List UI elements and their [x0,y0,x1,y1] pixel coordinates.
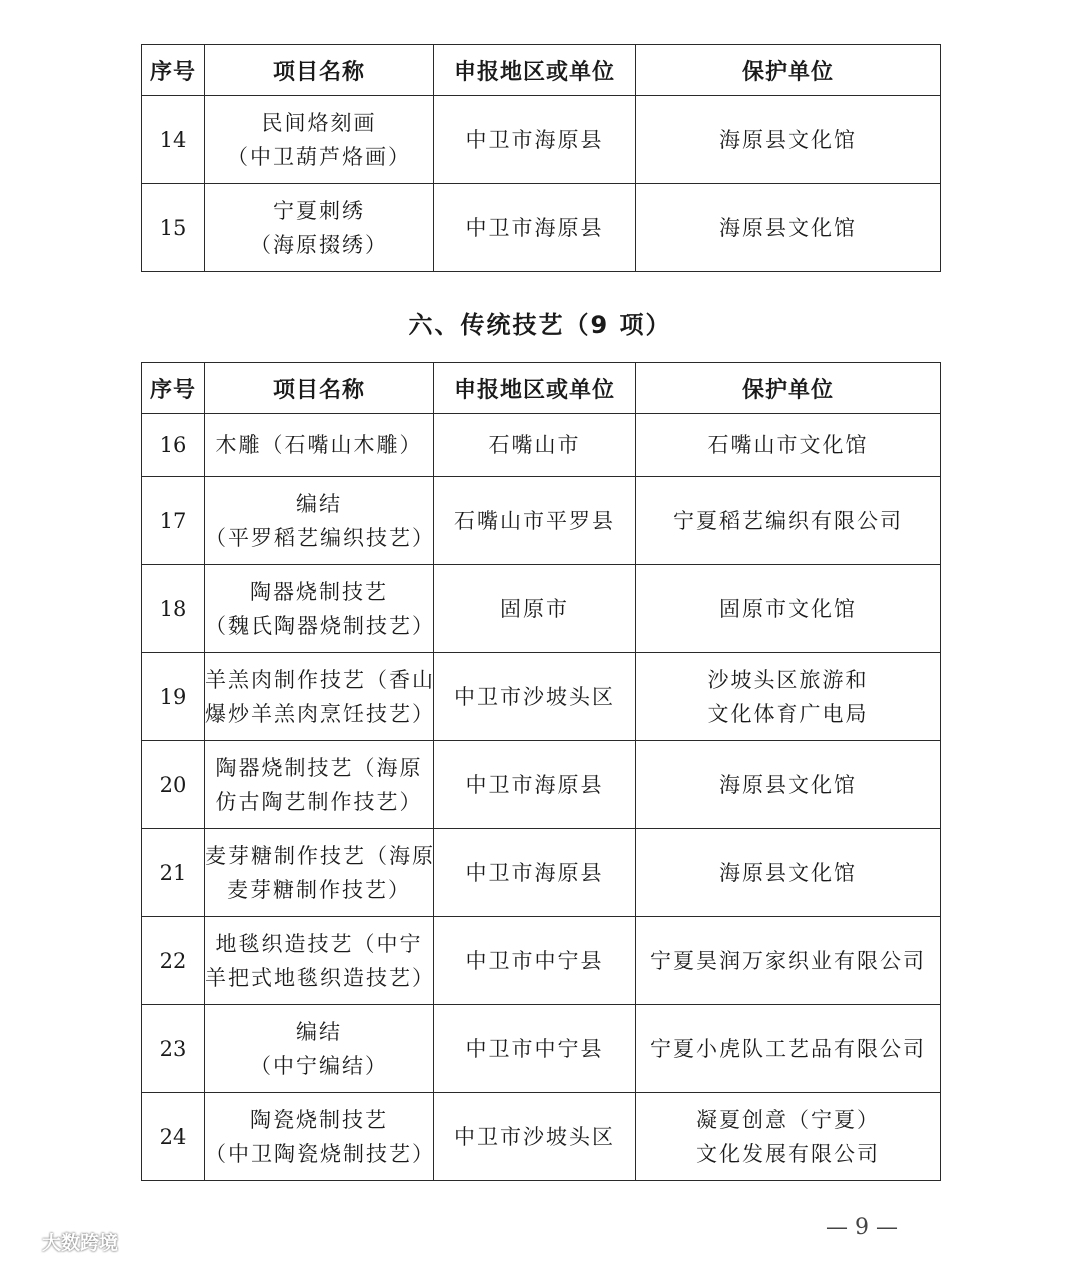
serial-cell: 20 [142,741,205,829]
watermark [10,1228,118,1255]
project-name-line: （中卫葫芦烙画） [227,144,411,169]
table-row [142,653,941,741]
region-line: 中卫市海原县 [465,772,604,797]
protection-unit-line: 海原县文化馆 [719,127,857,152]
table-row [142,414,941,477]
project-name-line: （魏氏陶器烧制技艺） [205,613,435,638]
project-name-line: 编结 [296,491,342,516]
project-name-line: 地毯织造技艺（中宁 [215,931,423,956]
region-cell [434,477,636,565]
serial-cell: 24 [142,1093,205,1181]
protection-unit-cell [636,829,941,917]
serial-cell: 22 [142,917,205,1005]
project-name-cell [205,477,434,565]
protection-unit-line: 海原县文化馆 [719,860,857,885]
region-cell [434,414,636,477]
protection-unit-cell [636,477,941,565]
region-cell [434,829,636,917]
serial-cell: 14 [142,96,205,184]
project-name-line: 陶瓷烧制技艺 [250,1107,388,1132]
region-line: 中卫市中宁县 [465,1036,604,1061]
heritage-table-2 [141,362,941,1181]
header-region: 申报地区或单位 [434,45,636,96]
region-cell [434,96,636,184]
region-cell [434,1005,636,1093]
watermark-text: 大数跨境 [42,1232,119,1254]
region-line: 石嘴山市 [488,433,581,457]
protection-unit-line: 海原县文化馆 [719,215,857,240]
region-cell [434,741,636,829]
project-name-line: 木雕（石嘴山木雕） [215,433,423,457]
table-row [142,741,941,829]
table-row [142,917,941,1005]
project-name-cell [205,829,434,917]
protection-unit-line: 海原县文化馆 [719,772,857,797]
region-line: 固原市 [500,596,569,621]
project-name-line: 编结 [296,1019,342,1044]
region-cell [434,184,636,272]
region-line: 中卫市海原县 [465,127,604,152]
project-name-cell [205,184,434,272]
page-number: — 9 — [826,1215,898,1240]
region-line: 中卫市海原县 [465,215,604,240]
serial-cell: 18 [142,565,205,653]
project-name-cell [205,96,434,184]
protection-unit-cell [636,184,941,272]
region-cell [434,1093,636,1181]
region-cell [434,917,636,1005]
protection-unit-line: 宁夏稻艺编织有限公司 [673,508,903,533]
protection-unit-cell [636,1093,941,1181]
header-serial: 序号 [142,45,205,96]
project-name-cell [205,1005,434,1093]
project-name-cell [205,565,434,653]
project-name-line: （中宁编结） [250,1053,388,1078]
protection-unit-line: 宁夏小虎队工艺品有限公司 [650,1036,926,1061]
protection-unit-cell [636,96,941,184]
project-name-line: （中卫陶瓷烧制技艺） [205,1141,435,1166]
table-header-row [142,363,941,414]
section-title: 六、传统技艺（9 项） [408,311,672,339]
serial-cell: 17 [142,477,205,565]
project-name-line: 羊羔肉制作技艺（香山 [205,667,435,692]
serial-cell: 21 [142,829,205,917]
protection-unit-line: 宁夏昊润万家织业有限公司 [650,948,926,973]
protection-unit-line: 固原市文化馆 [719,596,857,621]
project-name-line: （海原掇绣） [250,232,388,257]
project-name-cell [205,741,434,829]
region-line: 中卫市海原县 [465,860,604,885]
table-row [142,184,941,272]
project-name-line: 宁夏刺绣 [273,198,365,223]
project-name-cell [205,653,434,741]
header-serial: 序号 [142,363,205,414]
project-name-cell [205,414,434,477]
table-header-row [142,45,941,96]
project-name-line: 麦芽糖制作技艺） [227,877,411,902]
weibo-logo-icon [10,1231,38,1253]
table-row [142,1093,941,1181]
project-name-line: 仿古陶艺制作技艺） [215,789,423,814]
region-line: 中卫市中宁县 [465,948,604,973]
protection-unit-line: 凝夏创意（宁夏） [696,1107,880,1132]
serial-cell: 15 [142,184,205,272]
project-name-line: 陶器烧制技艺（海原 [215,755,423,780]
protection-unit-cell [636,1005,941,1093]
protection-unit-line: 文化发展有限公司 [696,1141,880,1166]
region-line: 中卫市沙坡头区 [454,684,615,709]
serial-cell: 23 [142,1005,205,1093]
header-project-name: 项目名称 [205,45,434,96]
table-row [142,477,941,565]
region-line: 中卫市沙坡头区 [454,1124,615,1149]
region-line: 石嘴山市平罗县 [454,508,615,533]
protection-unit-line: 沙坡头区旅游和 [707,667,869,692]
region-cell [434,653,636,741]
header-protection-unit: 保护单位 [636,363,941,414]
project-name-line: （平罗稻艺编织技艺） [205,525,435,550]
protection-unit-cell [636,565,941,653]
header-region: 申报地区或单位 [434,363,636,414]
project-name-line: 羊把式地毯织造技艺） [205,965,435,990]
table-row [142,96,941,184]
table-row [142,829,941,917]
project-name-line: 民间烙刻画 [261,110,377,135]
protection-unit-cell [636,653,941,741]
table-body [142,96,941,272]
protection-unit-cell [636,917,941,1005]
protection-unit-cell [636,741,941,829]
region-cell [434,565,636,653]
table-body [142,414,941,1181]
serial-cell: 19 [142,653,205,741]
project-name-cell [205,1093,434,1181]
project-name-line: 麦芽糖制作技艺（海原 [205,843,435,868]
header-protection-unit: 保护单位 [636,45,941,96]
serial-cell: 16 [142,414,205,477]
heritage-table-1 [141,44,941,272]
protection-unit-cell [636,414,941,477]
project-name-line: 陶器烧制技艺 [250,579,388,604]
protection-unit-line: 文化体育广电局 [707,701,869,726]
project-name-cell [205,917,434,1005]
protection-unit-line: 石嘴山市文化馆 [707,433,869,457]
table-row [142,565,941,653]
project-name-line: 爆炒羊羔肉烹饪技艺） [205,701,435,726]
table-row [142,1005,941,1093]
header-project-name: 项目名称 [205,363,434,414]
